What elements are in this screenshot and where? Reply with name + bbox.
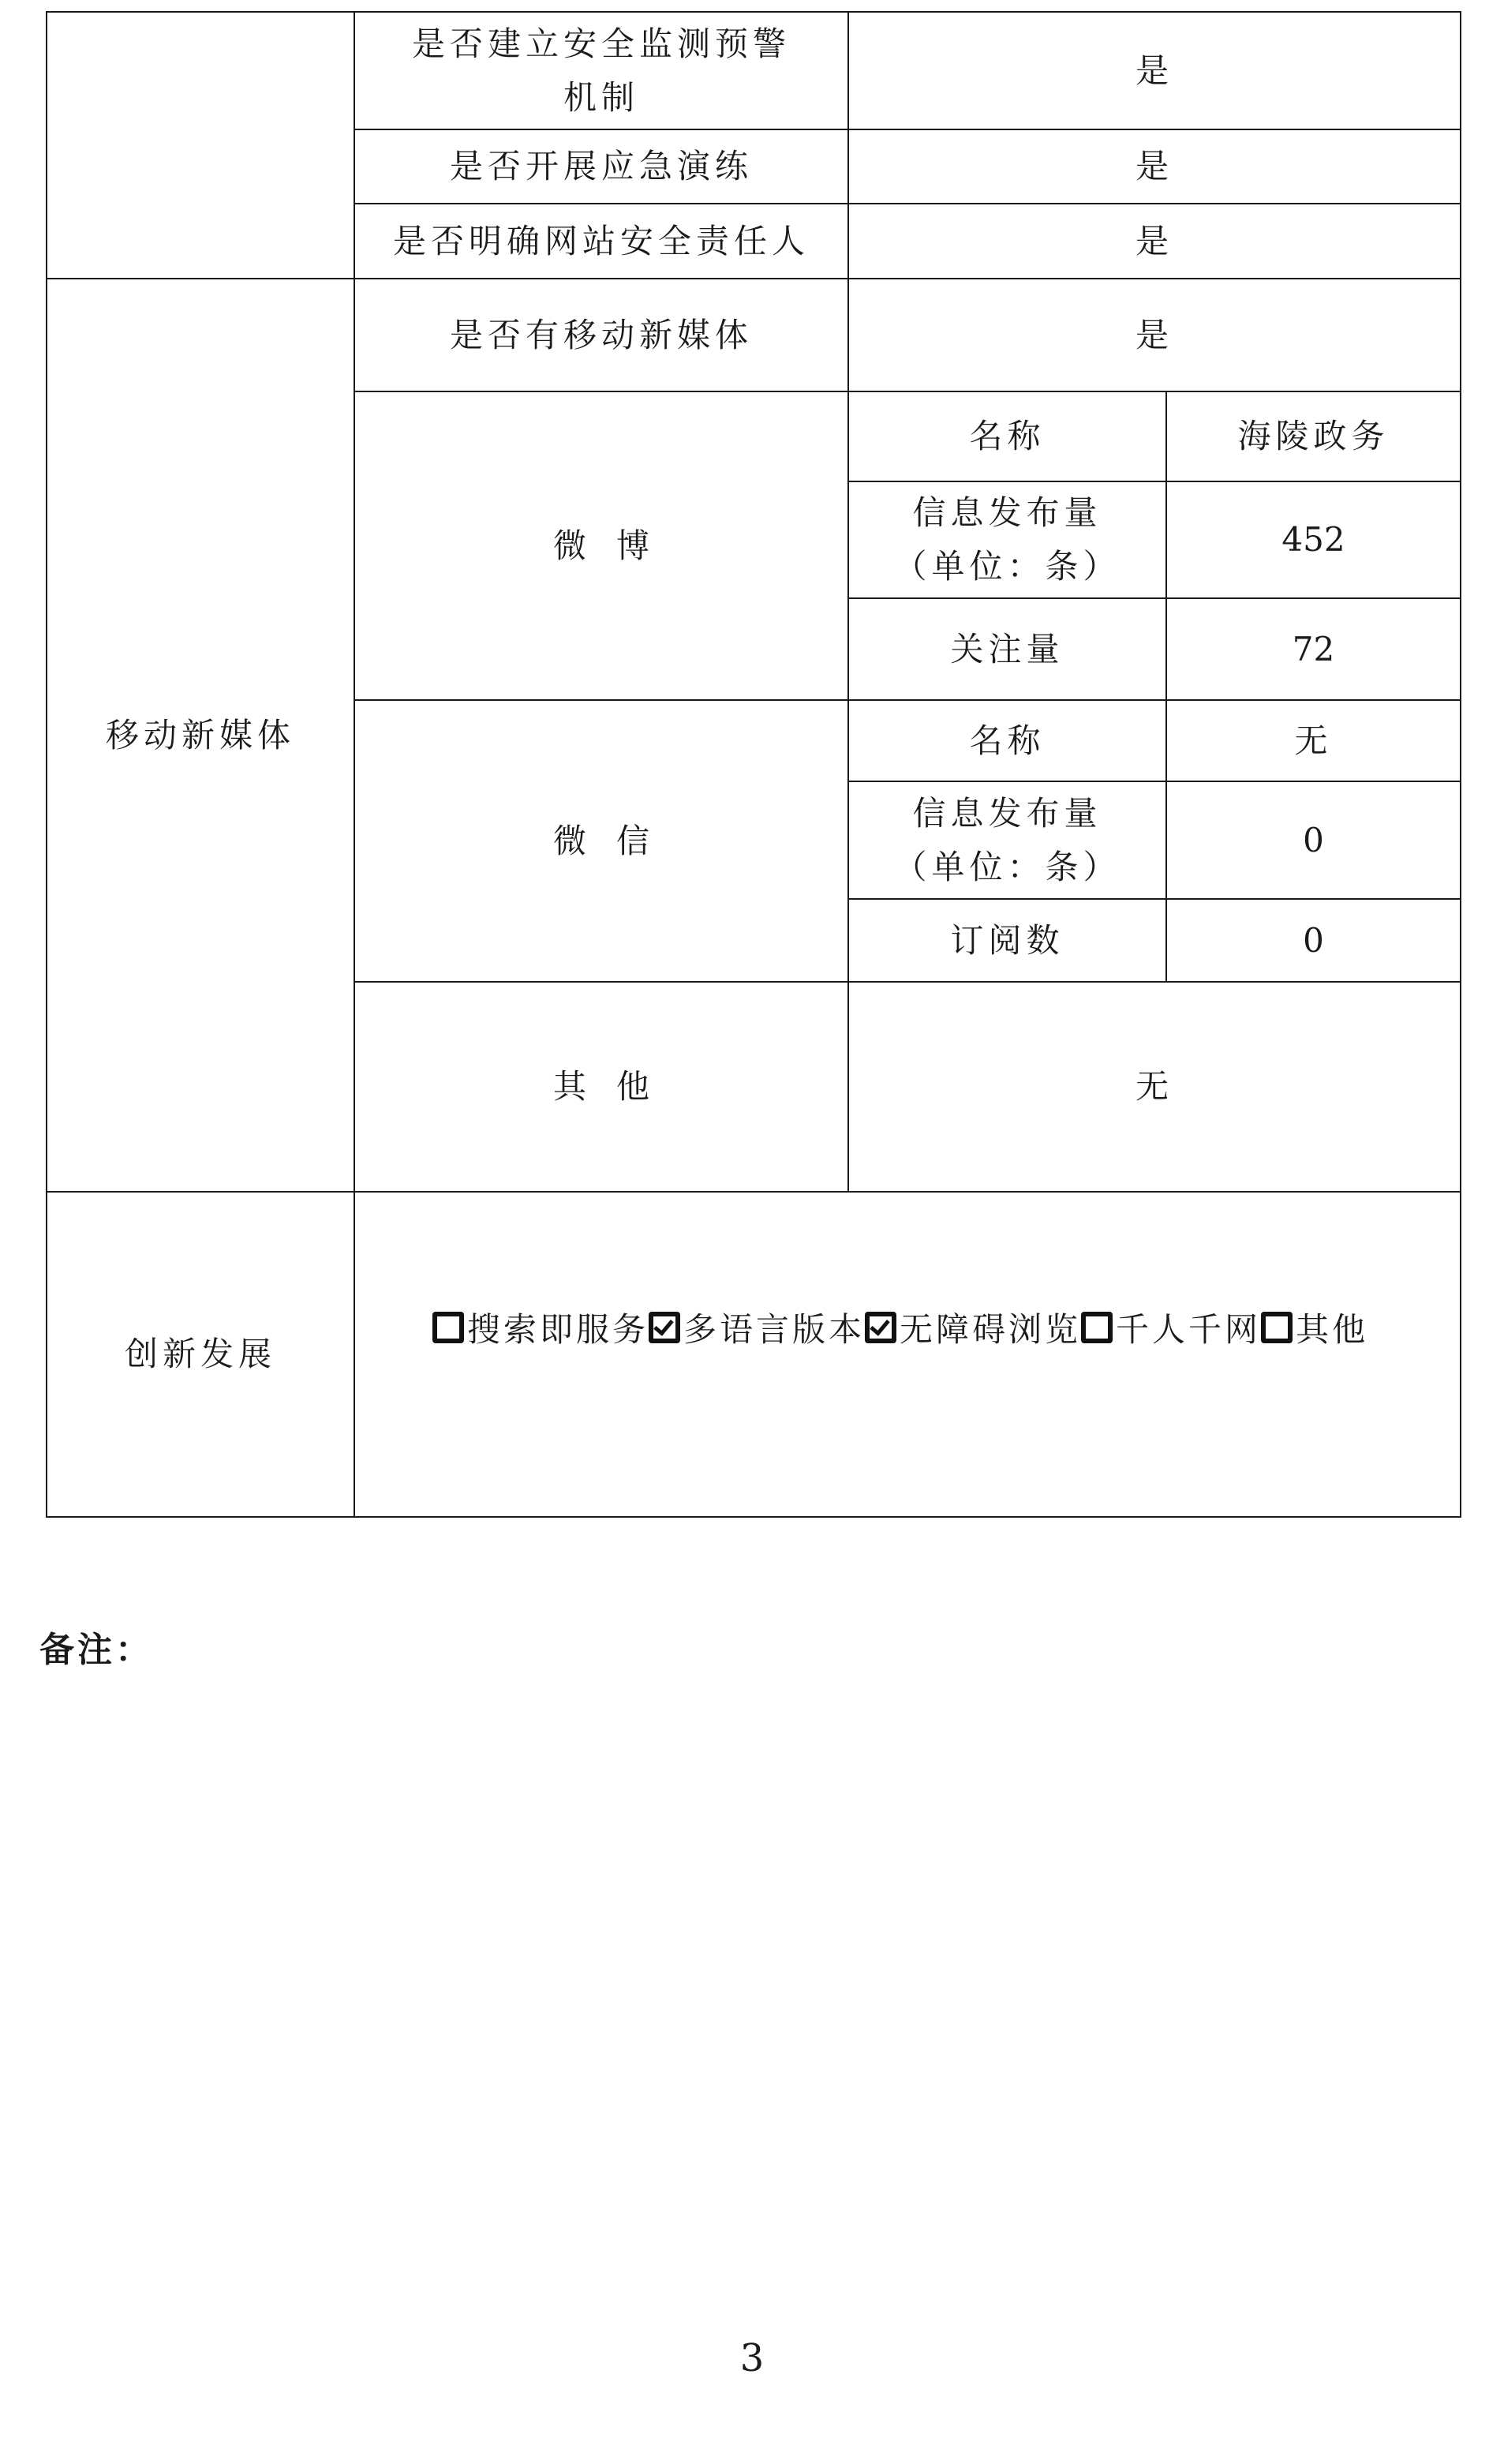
weibo-followers-value: 72: [1292, 629, 1335, 668]
notes-label: 备注：: [39, 1630, 153, 1670]
row-label-monitoring-warning: [355, 13, 847, 129]
table-border-bottom: [46, 1516, 1461, 1518]
label-line: 机制: [563, 77, 639, 117]
weibo-posts-value: 452: [1281, 520, 1345, 559]
section-label-innovation: 创新发展: [124, 1335, 276, 1373]
option-label: 无障碍浏览: [900, 1310, 1082, 1349]
row-label-security-officer: 是否明确网站安全责任人: [392, 221, 810, 260]
wechat-posts-value: 0: [1303, 820, 1324, 859]
row-value-has-mobile-media: 是: [1135, 315, 1173, 354]
row-value-emergency-drill: 是: [1135, 147, 1173, 185]
label-line: （单位：条）: [893, 847, 1121, 886]
wechat-label: 微信: [552, 821, 679, 860]
innovation-options: [432, 1290, 1458, 1365]
other-label: 其他: [552, 1067, 679, 1106]
weibo-label: 微博: [552, 526, 679, 565]
weibo-followers-label: 关注量: [950, 629, 1064, 668]
wechat-subscribers-label: 订阅数: [950, 920, 1064, 960]
checkbox-checked[interactable]: [649, 1312, 680, 1343]
wechat-name-value: 无: [1294, 721, 1333, 760]
option-multilingual[interactable]: [649, 1304, 865, 1351]
wechat-name-label: 名称: [969, 721, 1046, 760]
option-accessible-browsing[interactable]: [865, 1304, 1081, 1351]
checkbox[interactable]: [1261, 1312, 1293, 1343]
wechat-posts-label: [849, 782, 1165, 898]
option-label: 搜索即服务: [467, 1310, 649, 1349]
row-value-monitoring-warning: 是: [1135, 51, 1173, 90]
label-line: 信息发布量: [912, 493, 1102, 532]
option-other[interactable]: [1261, 1304, 1368, 1351]
row-label-has-mobile-media: 是否有移动新媒体: [449, 315, 753, 354]
weibo-posts-label: [849, 482, 1165, 597]
checkbox[interactable]: [432, 1312, 464, 1343]
checkbox[interactable]: [1081, 1312, 1113, 1343]
other-value: 无: [1135, 1067, 1173, 1106]
table-border-right: [1460, 11, 1461, 1518]
wechat-subscribers-value: 0: [1303, 920, 1324, 960]
section-label-mobile-media: 移动新媒体: [105, 715, 295, 755]
option-personalized-sites[interactable]: [1081, 1304, 1261, 1351]
checkbox-checked[interactable]: [865, 1312, 896, 1343]
option-label: 多语言版本: [683, 1310, 866, 1349]
weibo-name-value: 海陵政务: [1237, 417, 1390, 455]
row-label-emergency-drill: 是否开展应急演练: [449, 147, 753, 185]
option-search-as-service[interactable]: [432, 1304, 649, 1351]
option-label: 其他: [1296, 1310, 1369, 1349]
label-line: 信息发布量: [912, 793, 1102, 833]
label-line: 是否建立安全监测预警: [411, 24, 791, 63]
option-label: 千人千网: [1116, 1310, 1262, 1349]
weibo-name-label: 名称: [969, 417, 1046, 455]
row-value-security-officer: 是: [1135, 221, 1173, 260]
page-number: 3: [739, 2336, 765, 2380]
label-line: （单位：条）: [893, 547, 1121, 586]
